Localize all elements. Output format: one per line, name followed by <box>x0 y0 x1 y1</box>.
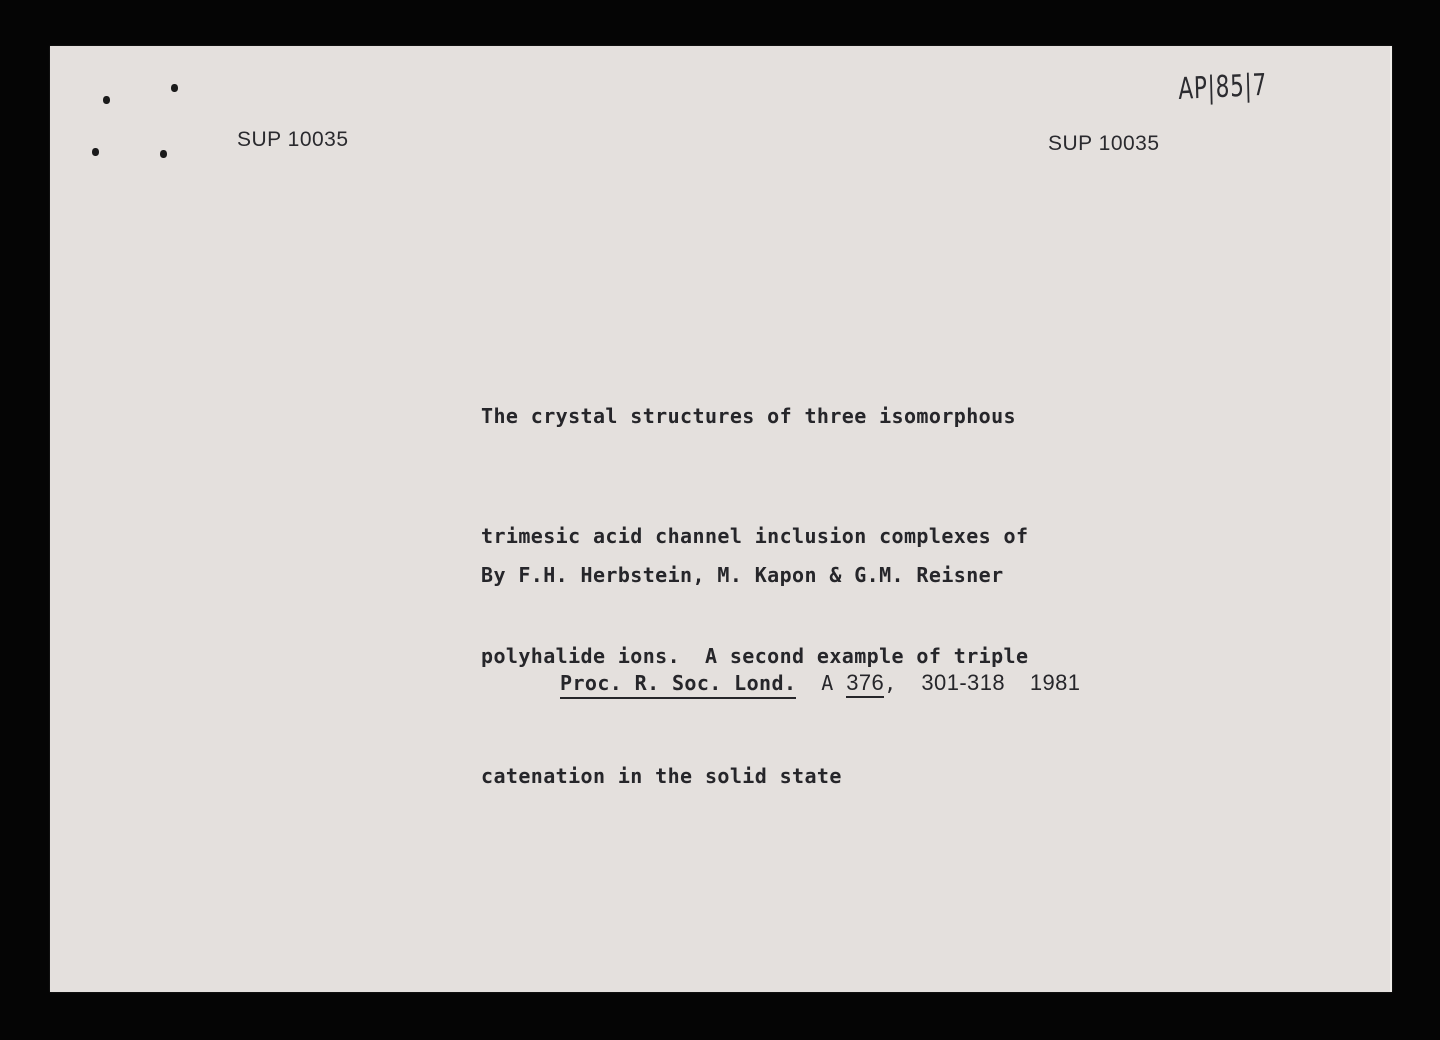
author-line: By F.H. Herbstein, M. Kapon & G.M. Reisner <box>481 563 1004 587</box>
punch-hole <box>171 84 178 92</box>
journal-name: Proc. R. Soc. Lond. <box>560 671 796 699</box>
handwritten-reference: AP|85|7 <box>1178 67 1268 107</box>
punch-hole <box>103 96 110 104</box>
citation-line: Proc. R. Soc. Lond. A 376, 301-318 1981 <box>560 670 1080 696</box>
reference-code-right: SUP 10035 <box>1048 132 1160 155</box>
page-range: 301-318 <box>921 670 1005 695</box>
title-line: catenation in the solid state <box>481 764 842 788</box>
publication-year: 1981 <box>1029 670 1081 695</box>
journal-series: A <box>821 671 834 695</box>
punch-hole <box>92 148 99 156</box>
punch-hole <box>160 150 167 158</box>
title-line: trimesic acid channel inclusion complexes of <box>481 524 1029 548</box>
journal-volume: 376 <box>846 670 884 698</box>
paper-title <box>481 316 1028 876</box>
title-line: polyhalide ions. A second example of triple <box>481 644 1029 668</box>
reference-code-left: SUP 10035 <box>237 128 349 151</box>
document-sheet <box>50 46 1392 992</box>
title-line: The crystal structures of three isomorphous <box>481 404 1016 428</box>
